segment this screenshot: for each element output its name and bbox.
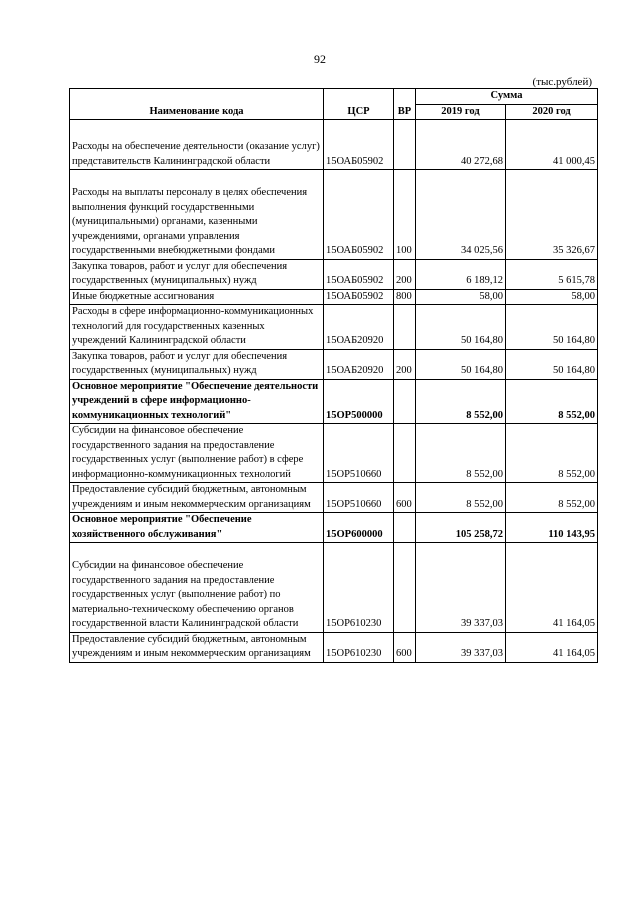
header-sum: Сумма xyxy=(416,89,598,105)
row-2020: 41 164,05 xyxy=(506,543,598,633)
row-name: Иные бюджетные ассигнования xyxy=(70,289,324,305)
row-csr: 15ОАБ05902 xyxy=(324,120,394,170)
table-row xyxy=(70,305,598,350)
row-name: Расходы на выплаты персоналу в целях обеспечения выполнения функций государственными (муниципальными) органами, казенными учреждениями, органами управления государственными внебюджетными фондами xyxy=(70,170,324,260)
row-2020: 8 552,00 xyxy=(506,424,598,483)
table-row xyxy=(70,259,598,289)
row-2019: 39 337,03 xyxy=(416,632,506,662)
row-name: Предоставление субсидий бюджетным, автономным учреждениям и иным некоммерческим организациям xyxy=(70,632,324,662)
row-2020: 41 164,05 xyxy=(506,632,598,662)
row-csr: 15ОР510660 xyxy=(324,483,394,513)
row-name: Основное мероприятие "Обеспечение хозяйственного обслуживания" xyxy=(70,513,324,543)
table-row xyxy=(70,170,598,260)
header-vr: ВР xyxy=(394,89,416,120)
table-row xyxy=(70,513,598,543)
row-2020: 110 143,95 xyxy=(506,513,598,543)
row-vr: 800 xyxy=(394,289,416,305)
row-vr: 600 xyxy=(394,632,416,662)
table-row xyxy=(70,424,598,483)
row-vr: 600 xyxy=(394,483,416,513)
table-row xyxy=(70,349,598,379)
row-csr: 15ОР500000 xyxy=(324,379,394,424)
row-name: Основное мероприятие "Обеспечение деятельности учреждений в сфере информационно-коммуникационных технологий" xyxy=(70,379,324,424)
row-2019: 39 337,03 xyxy=(416,543,506,633)
table-row xyxy=(70,289,598,305)
header-name: Наименование кода xyxy=(70,89,324,120)
row-csr: 15ОР600000 xyxy=(324,513,394,543)
row-vr xyxy=(394,305,416,350)
header-2020: 2020 год xyxy=(506,104,598,120)
row-csr: 15ОАБ05902 xyxy=(324,170,394,260)
row-vr xyxy=(394,379,416,424)
row-2019: 50 164,80 xyxy=(416,349,506,379)
row-csr: 15ОР610230 xyxy=(324,632,394,662)
row-name: Расходы на обеспечение деятельности (оказание услуг) представительств Калининградской области xyxy=(70,120,324,170)
row-name: Субсидии на финансовое обеспечение государственного задания на предоставление государственных услуг (выполнение работ) в сфере информационно-коммуникационных технологий xyxy=(70,424,324,483)
row-csr: 15ОР510660 xyxy=(324,424,394,483)
row-vr xyxy=(394,120,416,170)
row-2019: 8 552,00 xyxy=(416,483,506,513)
budget-table xyxy=(69,88,598,663)
row-2020: 8 552,00 xyxy=(506,379,598,424)
row-2020: 41 000,45 xyxy=(506,120,598,170)
table-body xyxy=(70,120,598,663)
row-vr xyxy=(394,424,416,483)
row-2019: 50 164,80 xyxy=(416,305,506,350)
row-vr xyxy=(394,513,416,543)
table-row xyxy=(70,379,598,424)
row-name: Закупка товаров, работ и услуг для обеспечения государственных (муниципальных) нужд xyxy=(70,349,324,379)
row-vr: 200 xyxy=(394,259,416,289)
row-csr: 15ОР610230 xyxy=(324,543,394,633)
units-label: (тыс.рублей) xyxy=(532,76,592,88)
row-name: Предоставление субсидий бюджетным, автономным учреждениям и иным некоммерческим организациям xyxy=(70,483,324,513)
row-2020: 58,00 xyxy=(506,289,598,305)
table-row xyxy=(70,543,598,633)
row-2019: 34 025,56 xyxy=(416,170,506,260)
page-number: 92 xyxy=(314,52,326,66)
row-csr: 15ОАБ05902 xyxy=(324,289,394,305)
row-2019: 58,00 xyxy=(416,289,506,305)
row-2020: 5 615,78 xyxy=(506,259,598,289)
table-row xyxy=(70,632,598,662)
row-name: Субсидии на финансовое обеспечение государственного задания на предоставление государственных услуг (выполнение работ) по материально-техническому обеспечению органов государственной власти Калининградской области xyxy=(70,543,324,633)
row-csr: 15ОАБ05902 xyxy=(324,259,394,289)
row-csr: 15ОАБ20920 xyxy=(324,305,394,350)
row-2020: 35 326,67 xyxy=(506,170,598,260)
row-2019: 8 552,00 xyxy=(416,379,506,424)
header-2019: 2019 год xyxy=(416,104,506,120)
header-csr: ЦСР xyxy=(324,89,394,120)
table-row xyxy=(70,120,598,170)
row-2020: 50 164,80 xyxy=(506,305,598,350)
row-vr xyxy=(394,543,416,633)
row-2020: 8 552,00 xyxy=(506,483,598,513)
row-2019: 8 552,00 xyxy=(416,424,506,483)
row-2019: 40 272,68 xyxy=(416,120,506,170)
row-vr: 100 xyxy=(394,170,416,260)
row-2019: 105 258,72 xyxy=(416,513,506,543)
row-csr: 15ОАБ20920 xyxy=(324,349,394,379)
table-row xyxy=(70,483,598,513)
row-2020: 50 164,80 xyxy=(506,349,598,379)
row-name: Расходы в сфере информационно-коммуникационных технологий для государственных казенных учреждений Калининградской области xyxy=(70,305,324,350)
row-name: Закупка товаров, работ и услуг для обеспечения государственных (муниципальных) нужд xyxy=(70,259,324,289)
row-vr: 200 xyxy=(394,349,416,379)
row-2019: 6 189,12 xyxy=(416,259,506,289)
